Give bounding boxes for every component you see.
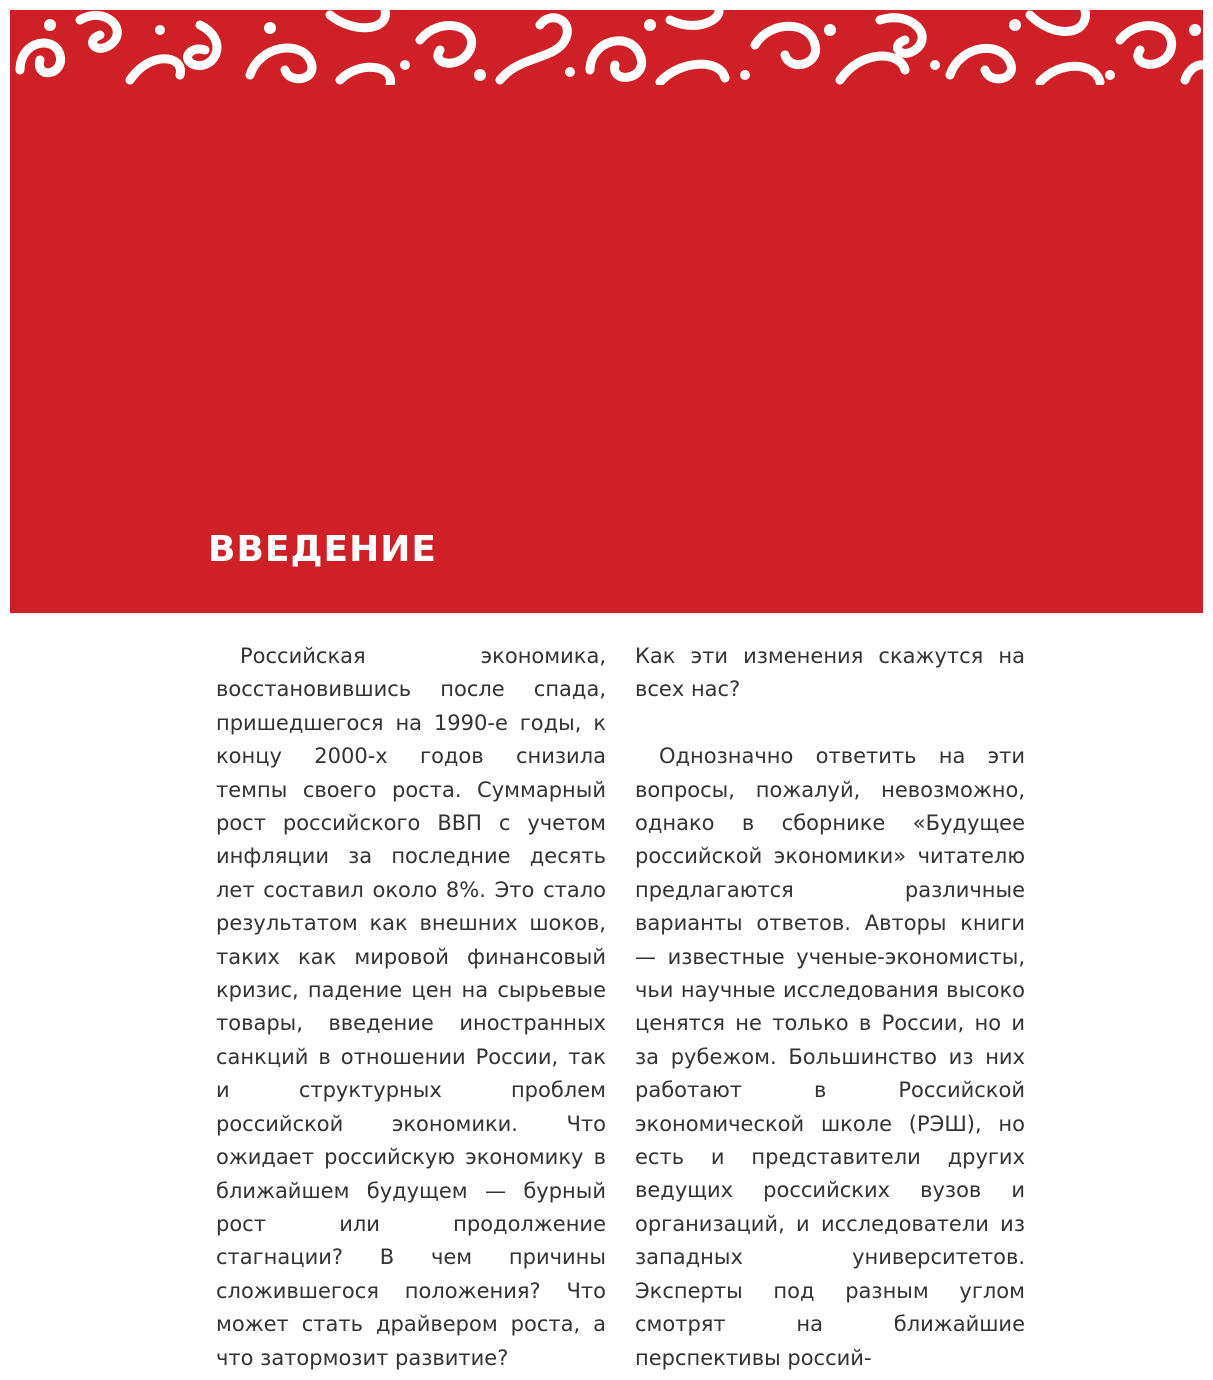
paragraph-gap — [635, 707, 1025, 740]
paragraph: Однозначно ответить на эти вопросы, пожалуй, невозможно, однако в сборнике «Будущее российской экономики» читателю предлагаются различные варианты ответов. Авторы книги — известные ученые-экономисты, чьи научные исследования высоко ценятся не только в России, но и за рубежом. Большинство из них работают в Российской экономической школе (РЭШ), но есть и представители других ведущих российских вузов и организаций, и исследователи из западных университетов. Эксперты под разным углом смотрят на ближайшие перспективы россий- — [635, 744, 1025, 1370]
ornament-band — [10, 10, 1203, 85]
swirl-ornament-icon — [10, 10, 1203, 85]
text-column-right — [635, 640, 1025, 1375]
paragraph: Российская экономика, восстановившись после спада, пришедшегося на 1990-е годы, к концу 2000-х годов снизила темпы своего роста. Суммарный рост российского ВВП с учетом инфляции за последние десять лет составил около 8%. Это стало результатом как внешних шоков, таких как мировой финансовый кризис, падение цен на сырьевые товары, введение иностранных санкций в отношении России, так и структурных проблем российской экономики. Что ожидает российскую экономику в ближайшем будущем — бурный рост или продолжение стагнации? В чем причины сложившегося положения? Что может стать драйвером роста, а что затормозит развитие? — [216, 644, 606, 1370]
title-banner — [10, 85, 1203, 613]
chapter-title: ВВЕДЕНИЕ — [208, 529, 437, 570]
text-column-left — [216, 640, 606, 1375]
paragraph-continuation: Как эти изменения скажутся на всех нас? — [635, 644, 1025, 702]
